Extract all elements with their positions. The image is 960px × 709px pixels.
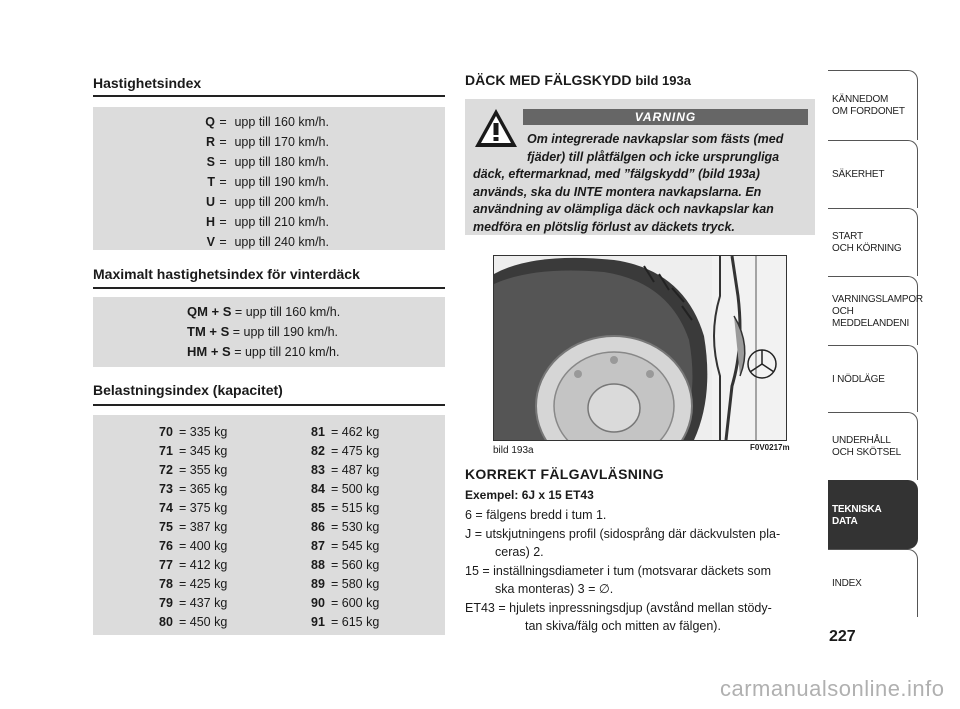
equals-sign: = (219, 155, 227, 169)
figure-code: F0V0217m (750, 443, 790, 452)
load-index-value: = 335 kg (179, 425, 228, 439)
warning-text (465, 131, 815, 236)
rim-reading-title: KORREKT FÄLGAVLÄSNING (465, 466, 664, 482)
speed-value: upp till 170 km/h. (234, 135, 329, 149)
speed-code: S (206, 155, 215, 169)
warning-line: medföra en plötslig förlust av däckets tryck. (473, 219, 735, 234)
rim-reading-line: ceras) 2. (495, 545, 544, 559)
figure-caption: bild 193a (493, 445, 534, 456)
load-index-number: 91 (311, 615, 325, 629)
winter-value: = upp till 190 km/h. (232, 325, 339, 339)
speed-index-row (201, 172, 329, 192)
page-number: 227 (829, 628, 856, 645)
winter-index-rule (93, 287, 445, 289)
load-index-row (159, 594, 227, 613)
load-index-row (311, 594, 379, 613)
load-index-row (159, 537, 227, 556)
figure-tire-rim (493, 255, 787, 441)
load-index-title: Belastningsindex (kapacitet) (93, 382, 283, 398)
speed-code: T (207, 175, 215, 189)
chapter-tab[interactable] (828, 412, 918, 480)
load-index-value: = 515 kg (331, 501, 380, 515)
load-index-number: 87 (311, 539, 325, 553)
load-index-number: 79 (159, 596, 173, 610)
equals-sign: = (219, 235, 227, 249)
load-index-row (311, 556, 379, 575)
warning-box (465, 99, 815, 235)
chapter-tab-label: OCH (832, 305, 854, 317)
load-index-rule (93, 404, 445, 406)
load-index-number: 73 (159, 482, 173, 496)
load-index-column-left (159, 423, 227, 632)
chapter-tab-label: INDEX (832, 578, 862, 589)
load-index-row (311, 499, 379, 518)
rim-reading-line: ET43 = hjulets inpressningsdjup (avstånd mellan stödy- (465, 600, 772, 615)
warning-line: används, ska du INTE montera navkapslarna. En (473, 184, 762, 199)
load-index-row (159, 461, 227, 480)
load-index-number: 84 (311, 482, 325, 496)
load-index-number: 76 (159, 539, 173, 553)
load-index-value: = 545 kg (331, 539, 380, 553)
watermark: carmanualsonline.info (720, 676, 945, 701)
chapter-tab[interactable] (828, 549, 918, 617)
speed-index-row (201, 192, 329, 212)
load-index-row (159, 442, 227, 461)
load-index-number: 70 (159, 425, 173, 439)
load-index-value: = 425 kg (179, 577, 228, 591)
load-index-value: = 462 kg (331, 425, 380, 439)
winter-value: = upp till 210 km/h. (234, 345, 340, 359)
warning-line: Om integrerade navkapslar som fästs (med (527, 132, 784, 146)
speed-code: Q (205, 115, 215, 129)
winter-code: HM + S (187, 344, 231, 359)
load-index-value: = 615 kg (331, 615, 380, 629)
equals-sign: = (219, 195, 227, 209)
rim-reading-line: 15 = inställningsdiameter i tum (motsvarar däckets som (465, 563, 772, 578)
load-index-number: 81 (311, 425, 325, 439)
load-index-value: = 387 kg (179, 520, 228, 534)
load-index-column-right (311, 423, 379, 632)
load-index-value: = 375 kg (179, 501, 228, 515)
load-index-value: = 530 kg (331, 520, 380, 534)
speed-index-box (93, 107, 445, 250)
equals-sign: = (219, 135, 227, 149)
load-index-number: 85 (311, 501, 325, 515)
speed-index-row (201, 152, 329, 172)
winter-code: QM + S (187, 304, 232, 319)
load-index-number: 83 (311, 463, 325, 477)
load-index-number: 75 (159, 520, 173, 534)
load-index-row (311, 537, 379, 556)
rim-reading-line: 6 = fälgens bredd i tum 1. (465, 508, 607, 522)
chapter-tab-label: UNDERHÅLL (832, 435, 891, 446)
equals-sign: = (219, 215, 227, 229)
winter-index-row (187, 302, 340, 322)
winter-index-list (187, 302, 340, 362)
chapter-tab-label: I NÖDLÄGE (832, 373, 885, 385)
speed-index-row (201, 132, 329, 152)
speed-index-row (201, 212, 329, 232)
winter-index-box (93, 297, 445, 367)
rim-reading-line: tan skiva/fälg och mitten av fälgen). (525, 619, 721, 633)
load-index-row (159, 423, 227, 442)
chapter-tab-label: VARNINGSLAMPOR (832, 293, 923, 305)
rim-reading-body (465, 506, 815, 636)
winter-code: TM + S (187, 324, 230, 339)
chapter-tab-label: OCH KÖRNING (832, 243, 902, 254)
load-index-value: = 450 kg (179, 615, 228, 629)
chapter-tab[interactable] (828, 345, 918, 412)
warning-line: däck, eftermarknad, med ”fälgskydd” (bild 193a) (473, 167, 760, 181)
load-index-value: = 437 kg (179, 596, 228, 610)
chapter-tab[interactable] (828, 276, 923, 345)
chapter-tab-label: START (832, 231, 863, 242)
load-index-value: = 560 kg (331, 558, 380, 572)
load-index-number: 86 (311, 520, 325, 534)
load-index-value: = 475 kg (331, 444, 380, 458)
equals-sign: = (219, 115, 227, 129)
speed-value: upp till 160 km/h. (234, 115, 329, 129)
load-index-row (159, 556, 227, 575)
load-index-number: 88 (311, 558, 325, 572)
wheel-section-title: DÄCK MED FÄLGSKYDD bild 193a (465, 72, 691, 88)
speed-code: V (206, 235, 215, 249)
warning-line: användning av olämpliga däck och navkapslar kan (473, 202, 774, 216)
speed-index-title: Hastighetsindex (93, 75, 202, 91)
load-index-number: 80 (159, 615, 173, 629)
chapter-tab[interactable] (828, 70, 918, 140)
speed-index-rule (93, 95, 445, 97)
load-index-row (159, 480, 227, 499)
winter-index-title: Maximalt hastighetsindex för vinterdäck (93, 266, 360, 282)
chapter-tab-label: SÄKERHET (832, 169, 885, 180)
winter-value: = upp till 160 km/h. (234, 305, 341, 319)
load-index-row (311, 442, 379, 461)
rim-reading-example: Exempel: 6J x 15 ET43 (465, 488, 594, 502)
load-index-number: 90 (311, 596, 325, 610)
speed-value: upp till 210 km/h. (234, 215, 329, 229)
rim-reading-line: ska monteras) 3 = ∅. (495, 582, 614, 596)
load-index-row (159, 575, 227, 594)
warning-label: VARNING (523, 109, 808, 125)
load-index-number: 82 (311, 444, 325, 458)
chapter-tab-label: DATA (832, 515, 858, 527)
speed-value: upp till 180 km/h. (234, 155, 329, 169)
chapter-tab-label: MEDDELANDENI (832, 317, 910, 329)
load-index-number: 78 (159, 577, 173, 591)
load-index-number: 89 (311, 577, 325, 591)
chapter-tab-label: OCH SKÖTSEL (832, 447, 901, 458)
speed-code: U (205, 195, 215, 209)
speed-value: upp till 240 km/h. (234, 235, 329, 249)
load-index-row (311, 575, 379, 594)
chapter-tab-label: OM FORDONET (832, 106, 905, 117)
load-index-value: = 580 kg (331, 577, 380, 591)
load-index-value: = 600 kg (331, 596, 380, 610)
speed-value: upp till 200 km/h. (234, 195, 329, 209)
load-index-row (311, 518, 379, 537)
load-index-row (311, 461, 379, 480)
load-index-value: = 500 kg (331, 482, 380, 496)
load-index-row (311, 613, 379, 632)
load-index-number: 74 (159, 501, 173, 515)
chapter-tab[interactable] (828, 480, 918, 549)
chapter-tab-label: TEKNISKA (832, 503, 882, 515)
load-index-row (159, 499, 227, 518)
load-index-number: 77 (159, 558, 173, 572)
equals-sign: = (219, 175, 227, 189)
load-index-row (159, 613, 227, 632)
load-index-value: = 345 kg (179, 444, 228, 458)
winter-index-row (187, 342, 340, 362)
load-index-value: = 400 kg (179, 539, 228, 553)
chapter-tab-label: KÄNNEDOM (832, 94, 889, 105)
chapter-tab[interactable] (828, 140, 918, 208)
speed-value: upp till 190 km/h. (234, 175, 329, 189)
speed-index-row (201, 112, 329, 132)
load-index-value: = 355 kg (179, 463, 228, 477)
load-index-row (311, 423, 379, 442)
load-index-number: 71 (159, 444, 173, 458)
load-index-row (311, 480, 379, 499)
load-index-value: = 412 kg (179, 558, 228, 572)
speed-code: R (205, 135, 215, 149)
speed-index-row (201, 232, 329, 252)
load-index-box (93, 415, 445, 635)
winter-index-row (187, 322, 340, 342)
warning-line: fjäder) till plåtfälgen och icke ursprungliga (527, 149, 780, 164)
load-index-value: = 365 kg (179, 482, 228, 496)
rim-reading-line: J = utskjutningens profil (sidosprång där däckvulsten pla- (465, 526, 781, 541)
load-index-row (159, 518, 227, 537)
speed-code: H (205, 215, 215, 229)
load-index-number: 72 (159, 463, 173, 477)
chapter-tab[interactable] (828, 208, 918, 276)
load-index-value: = 487 kg (331, 463, 380, 477)
speed-index-list (201, 112, 329, 252)
tire-rim-illustration (494, 256, 786, 440)
